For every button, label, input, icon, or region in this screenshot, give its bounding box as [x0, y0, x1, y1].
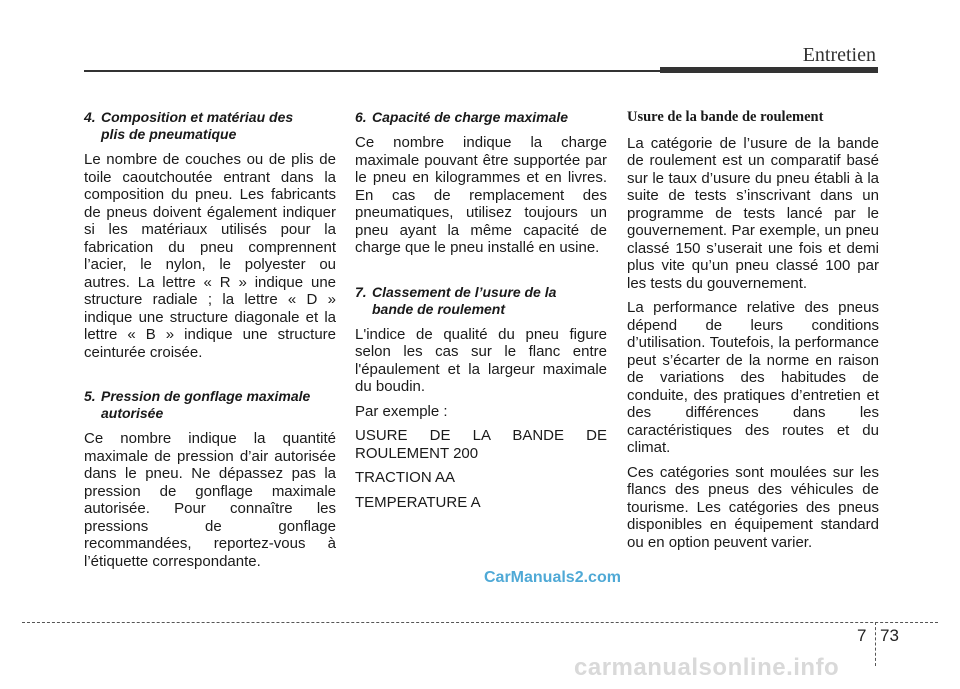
page-number: 73 — [880, 626, 899, 645]
example-line-2: TRACTION AA — [355, 469, 456, 486]
section-7-body: L'indice de qualité du pneu figure selon les cas sur le flanc entre l'épaulement et la largeur maximale du boudin. — [355, 325, 607, 395]
tread-wear-paragraph-3: Ces catégories sont moulées sur les flancs des pneus des véhicules de tourisme. Les catégories des pneus disponibles en équipement standard ou en option peuvent varier. — [627, 463, 879, 551]
footer-divider — [22, 622, 938, 623]
column-2 — [355, 109, 607, 518]
site-watermark: carmanualsonline.info — [574, 654, 840, 681]
watermark-link[interactable]: CarManuals2.com — [484, 569, 621, 586]
heading-line: Capacité de charge maximale — [372, 109, 569, 125]
heading-line: plis de pneumatique — [101, 126, 237, 142]
heading-line: Pression de gonflage maximale — [101, 388, 311, 404]
section-5-heading — [84, 388, 336, 422]
heading-line: Composition et matériau des — [101, 109, 294, 125]
section-number: 4. — [84, 109, 96, 125]
header-rule — [84, 70, 660, 72]
section-4-body: Le nombre de couches ou de plis de toile caoutchoutée entrant dans la composition du pneu. Les fabricants de pneus doivent également indiquer si les matériaux utilisés pour la fabrication du pneu comprennent l’acier, le nylon, le polyester ou autres. La lettre « R » indique une structure radiale ; la lettre « D » indique une structure diagonale et la lettre « B » indique une structure ceinturée croisée. — [84, 151, 336, 361]
section-4-heading — [84, 109, 336, 143]
chapter-number: 7 — [857, 626, 867, 645]
section-6-body: Ce nombre indique la charge maximale pouvant être supportée par le pneu en kilogrammes et en livres. En cas de remplacement des pneumatiques, utilisez toujours un pneu ayant la même capacité de charge que le pneu installé en usine. — [355, 134, 607, 256]
footer-page-divider — [875, 622, 876, 666]
page-header-title: Entretien — [802, 44, 876, 66]
column-1 — [84, 109, 336, 577]
tread-wear-heading: Usure de la bande de roulement — [627, 109, 824, 125]
section-number: 5. — [84, 388, 96, 404]
example-line-3: TEMPERATURE A — [355, 493, 481, 511]
section-7-heading — [355, 284, 607, 318]
section-5-body: Ce nombre indique la quantité maximale de pression d’air autorisée dans le pneu. Ne dépassez pas la pression de gonflage maximale autorisée. Pour connaître les pressions de gonflage recommandées, reportez-vous à l’étiquette correspondante. — [84, 430, 336, 570]
heading-line: bande de roulement — [372, 300, 506, 317]
heading-line: Classement de l’usure de la — [372, 283, 557, 300]
section-6-heading — [355, 109, 607, 126]
tread-wear-paragraph-1: La catégorie de l’usure de la bande de roulement est un comparatif basé sur le taux d’usure du pneu établi à la suite de tests s’inscrivant dans un programme de tests lancé par le gouvernement. Par exemple, un pneu classé 150 s’userait une fois et demi plus vite qu’un pneu classé 100 par les tests du gouvernement. — [627, 134, 879, 292]
heading-line: autorisée — [101, 405, 164, 421]
example-label: Par exemple : — [355, 402, 448, 420]
section-number: 6. — [355, 109, 367, 125]
header-rule-accent — [660, 67, 878, 73]
column-3 — [627, 109, 879, 558]
example-line-1: USURE DE LA BANDE DE ROULEMENT 200 — [355, 427, 607, 462]
section-number: 7. — [355, 283, 367, 300]
tread-wear-paragraph-2: La performance relative des pneus dépend de leurs conditions d’utilisation. Toutefois, la performance peut s’écarter de la norme en raison de variations des habitudes de conduite, des pratiques d’entretien et des différences dans les caractéristiques des routes et du climat. — [627, 299, 879, 456]
